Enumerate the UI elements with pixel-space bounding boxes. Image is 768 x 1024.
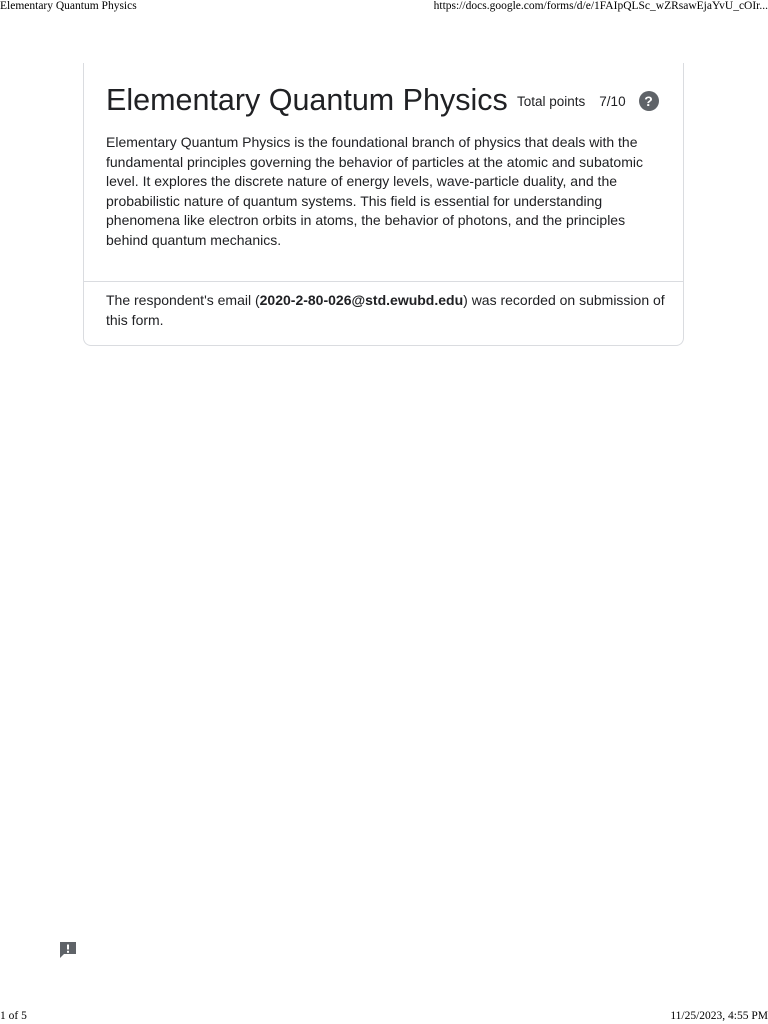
print-header-url: https://docs.google.com/forms/d/e/1FAIpQLSc_wZRsawEjaYvU_cOIr... [433,0,768,12]
form-title: Elementary Quantum Physics [106,83,508,117]
print-header-title: Elementary Quantum Physics [0,0,137,12]
total-points-value: 7/10 [599,93,626,109]
feedback-icon[interactable] [58,940,78,960]
total-points-label: Total points [517,93,586,109]
form-description: Elementary Quantum Physics is the foundational branch of physics that deals with the fundamental principles governing the behavior of particles at the atomic and subatomic level. It explores the discrete nature of energy levels, wave-particle duality, and the probabilistic nature of quantum systems. This field is essential for understanding phenomena like electron orbits in atoms, the behavior of photons, and the principles behind quantum mechanics. [106,134,643,248]
respondent-email-note [106,291,666,330]
form-header-top [84,63,683,282]
total-points [517,91,659,111]
email-note-suffix: ) was recorded on submission of this form. [106,292,665,328]
print-footer-datetime: 11/25/2023, 4:55 PM [670,1010,768,1022]
respondent-email: 2020-2-80-026@std.ewubd.edu [259,292,464,308]
print-footer-page: 1 of 5 [0,1010,27,1022]
help-circle-icon[interactable]: ? [639,91,659,111]
form-header-card [83,63,684,346]
email-note-prefix: The respondent's email ( [106,292,260,308]
